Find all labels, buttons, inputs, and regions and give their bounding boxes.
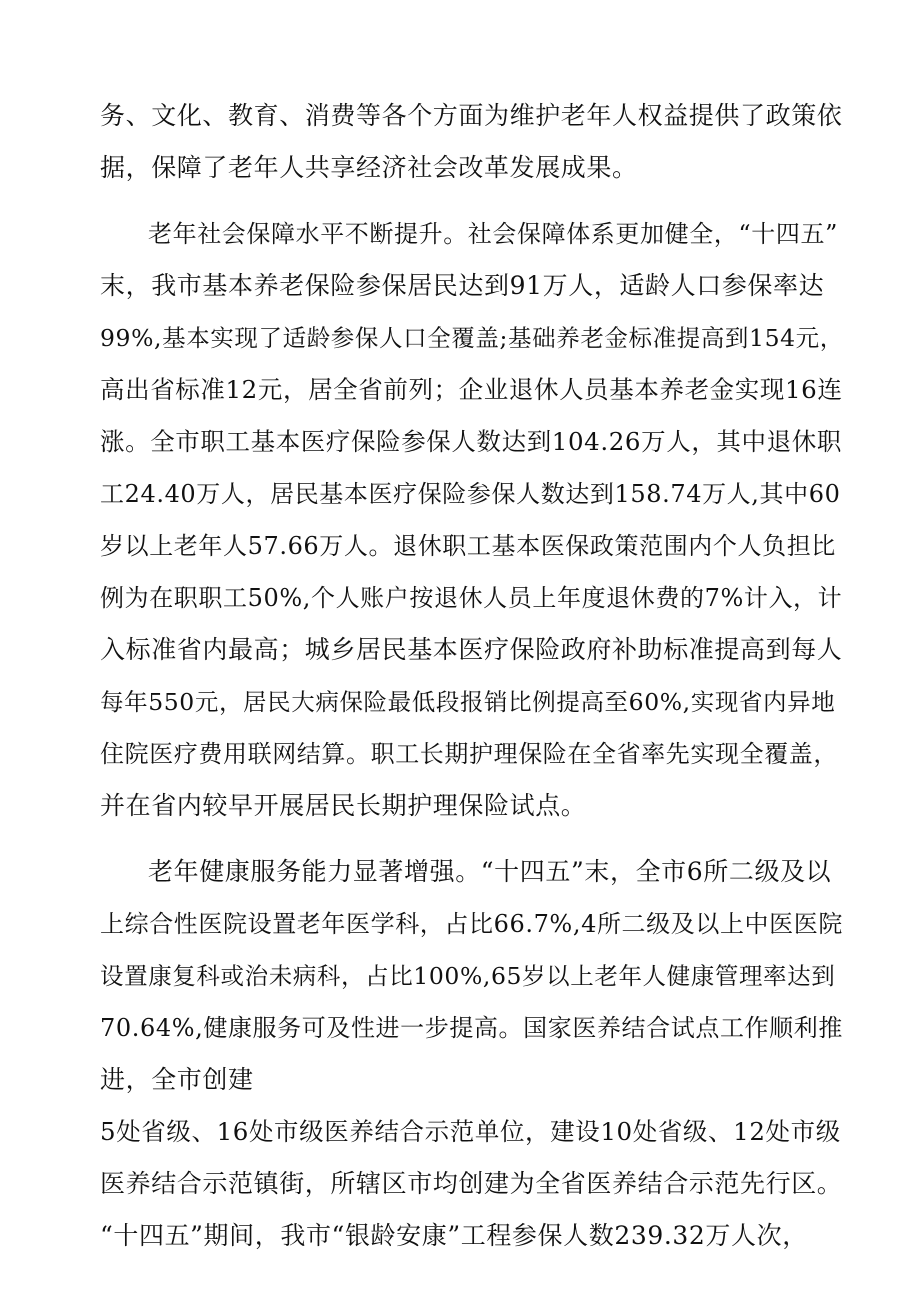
text-line-20: 5处省级、16处市级医养结合示范单位，建设10处省级、12处市级	[100, 1117, 841, 1146]
paragraph-start-social-security: 老年社会保障水平不断提升。社会保障体系更加健全，“十四五”	[148, 220, 838, 248]
text-line-7: 涨。全市职工基本医疗保险参保人数达到104.26万人，其中退休职	[100, 427, 842, 456]
text-line-17: 设置康复科或治未病科，占比100%,65岁以上老年人健康管理率达到	[100, 962, 836, 990]
text-line-1: 务、文化、教育、消费等各个方面为维护老年人权益提供了政策依	[100, 101, 843, 130]
text-line-22: “十四五”期间，我市“银龄安康”工程参保人数239.32万人次，	[100, 1221, 808, 1250]
text-line-9: 岁以上老年人57.66万人。退休职工基本医保政策范围内个人负担比	[100, 532, 836, 560]
text-line-14: 并在省内较早开展居民长期护理保险试点。	[100, 791, 587, 820]
text-line-18: 70.64%,健康服务可及性进一步提高。国家医养结合试点工作顺利推	[100, 1014, 843, 1042]
text-line-10: 例为在职职工50%,个人账户按退休人员上年度退休费的7%计入，计	[100, 584, 843, 612]
text-line-16: 上综合性医院设置老年医学科，占比66.7%,4所二级及以上中医医院	[100, 910, 843, 938]
text-line-13: 住院医疗费用联网结算。职工长期护理保险在全省率先实现全覆盖，	[100, 740, 838, 768]
text-line-12: 每年550元，居民大病保险最低段报销比例提高至60%,实现省内异地	[100, 688, 836, 716]
text-line-4: 末，我市基本养老保险参保居民达到91万人，适龄人口参保率达	[100, 271, 825, 300]
text-line-19: 进，全市创建	[100, 1065, 254, 1094]
paragraph-start-health-services: 老年健康服务能力显著增强。“十四五”末，全市6所二级及以	[148, 857, 832, 886]
text-line-6: 高出省标准12元，居全省前列；企业退休人员基本养老金实现16连	[100, 375, 843, 404]
text-line-5: 99%,基本实现了适龄参保人口全覆盖;基础养老金标准提高到154元，	[100, 324, 844, 352]
text-line-8: 工24.40万人，居民基本医疗保险参保人数达到158.74万人,其中60	[100, 480, 841, 508]
text-line-21: 医养结合示范镇街，所辖区市均创建为全省医养结合示范先行区。	[100, 1169, 843, 1198]
text-line-2: 据，保障了老年人共享经济社会改革发展成果。	[100, 153, 638, 182]
text-line-11: 入标准省内最高；城乡居民基本医疗保险政府补助标准提高到每人	[100, 635, 843, 664]
